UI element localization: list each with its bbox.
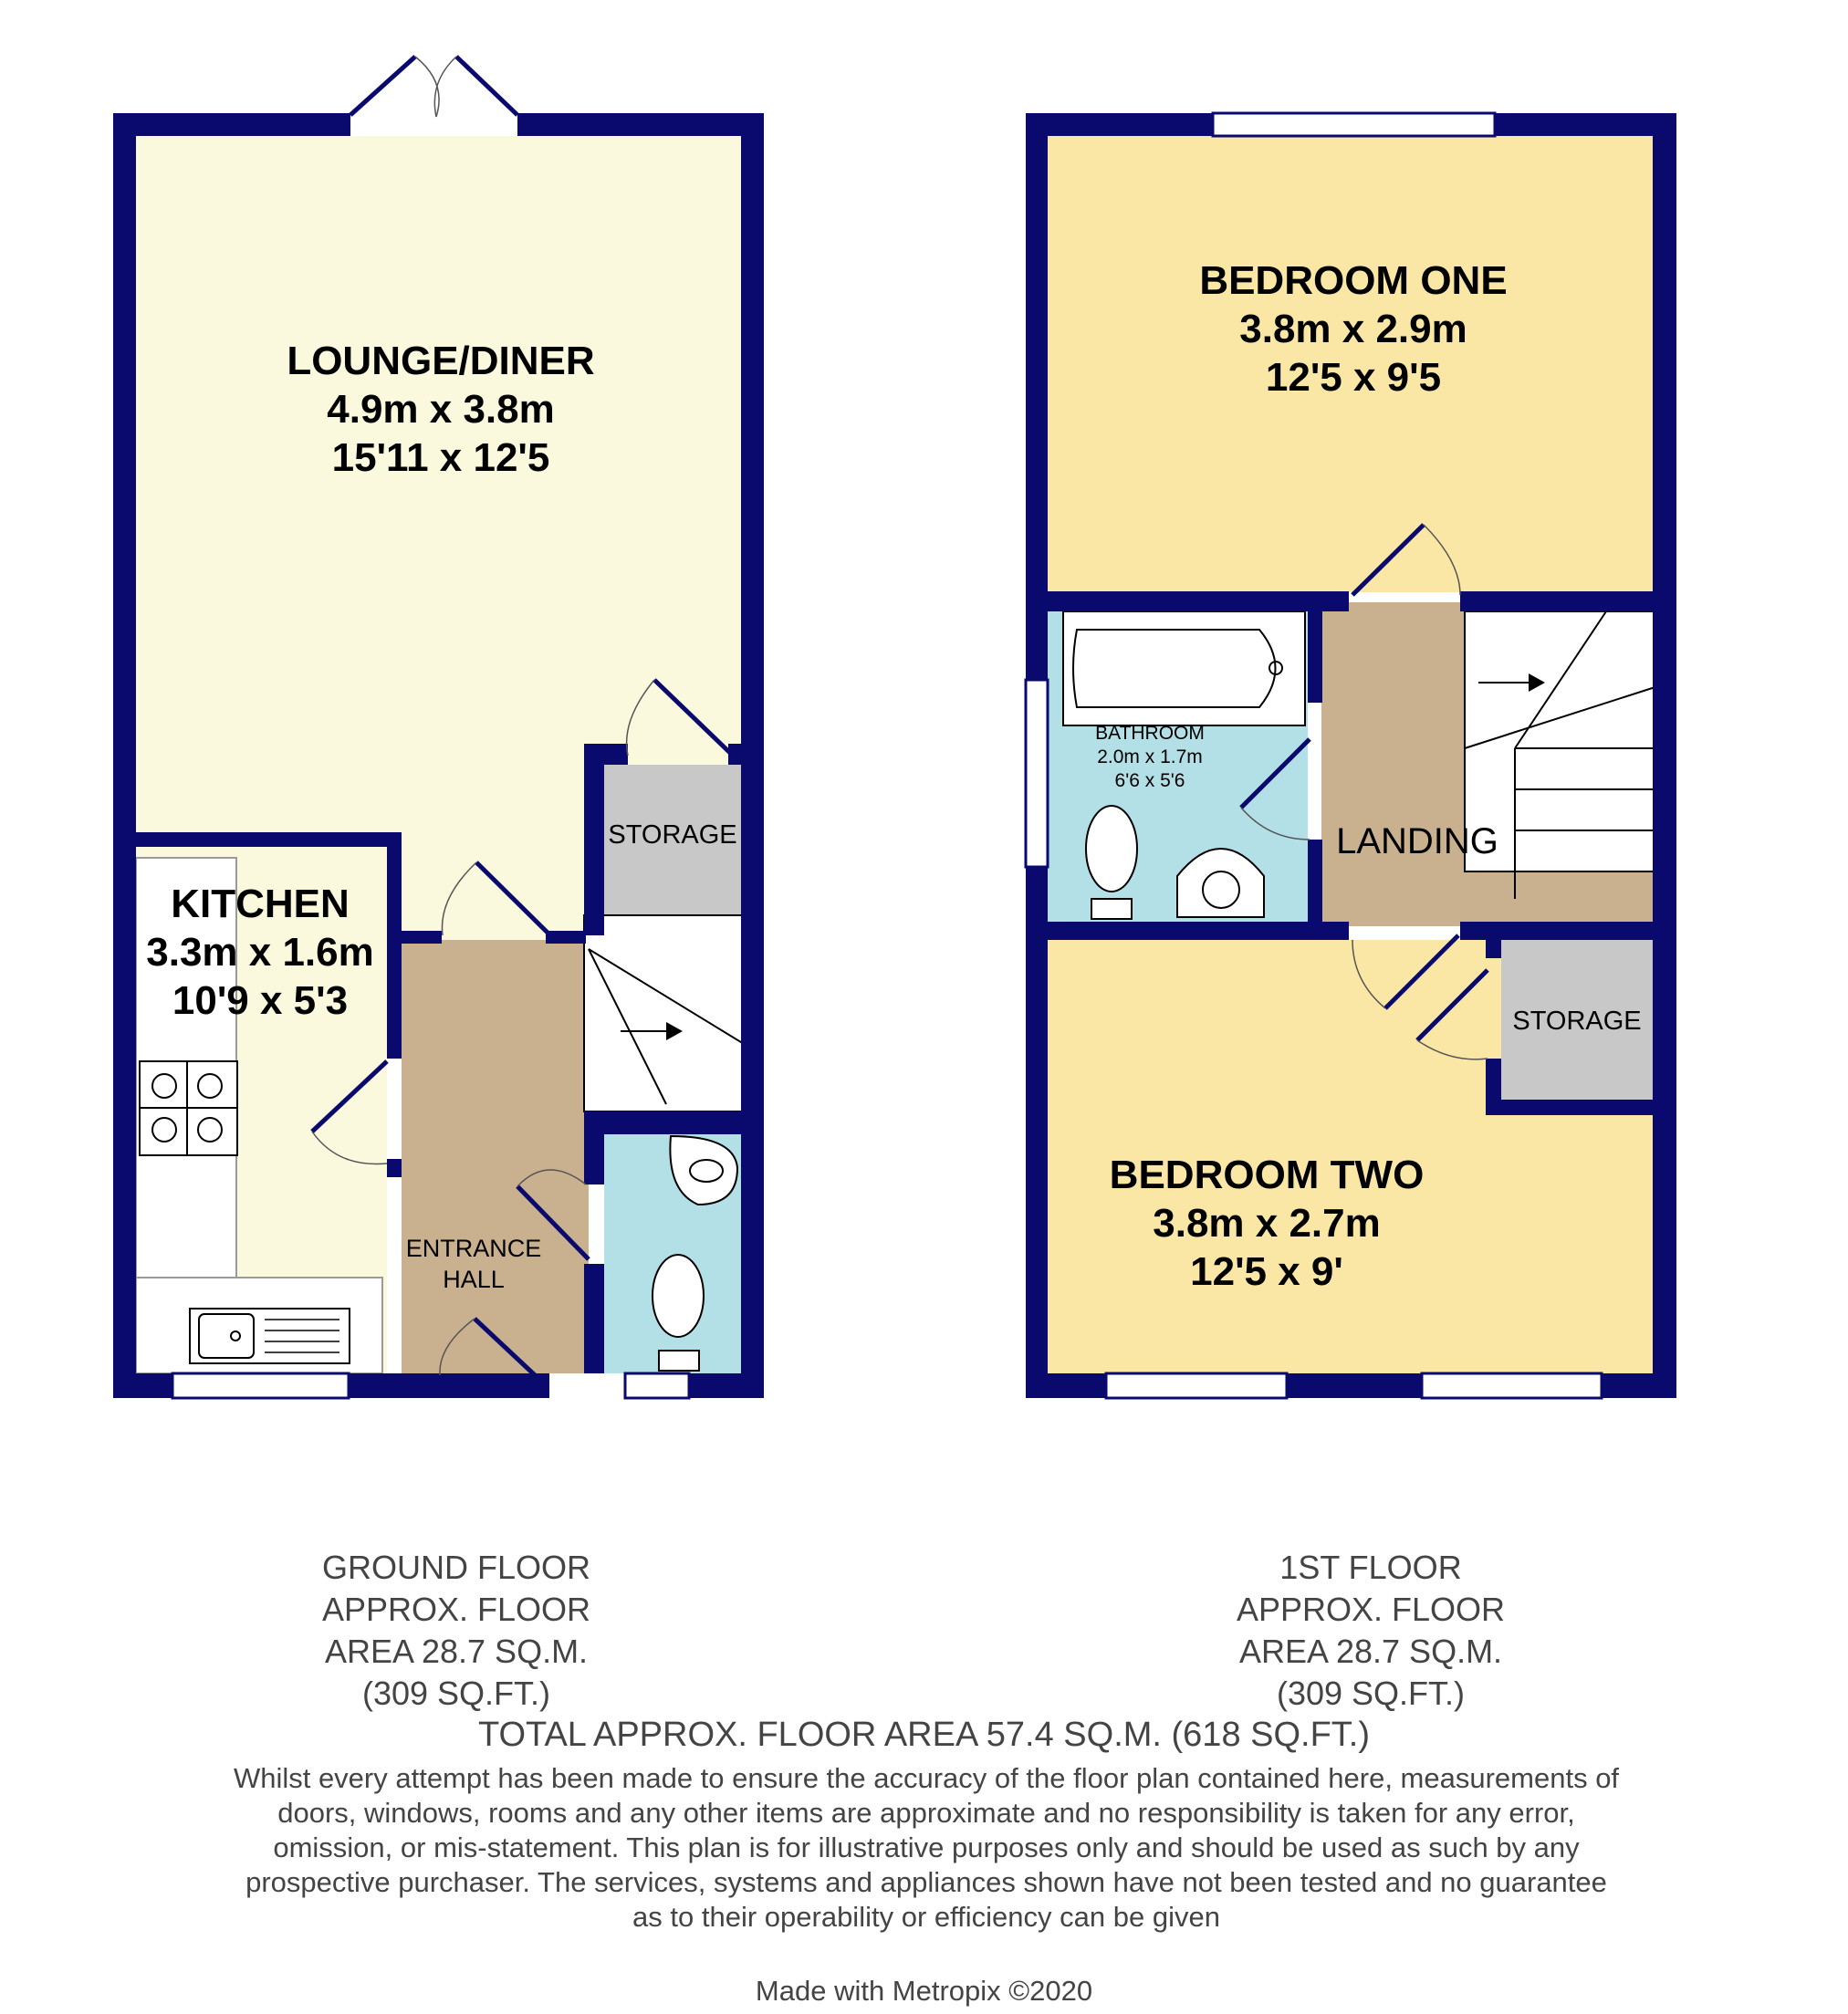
lounge-imperial: 15'11 x 12'5 (331, 435, 550, 480)
kitchen-sink-icon (190, 1309, 350, 1363)
bedroom-two-metric: 3.8m x 2.7m (1153, 1201, 1381, 1246)
window (1106, 1373, 1287, 1398)
bathroom-toilet-icon (1086, 806, 1137, 919)
window (172, 1373, 349, 1398)
ground-floor-caption-line4: (309 SQ.FT.) (361, 1675, 551, 1712)
window (1213, 113, 1495, 136)
ground-floor-caption-line1: GROUND FLOOR (321, 1549, 590, 1586)
bedroom-two-imperial: 12'5 x 9' (1190, 1249, 1343, 1294)
total-area: TOTAL APPROX. FLOOR AREA 57.4 SQ.M. (618 SQ.FT.) (477, 1716, 1371, 1754)
first-floor-caption (1133, 1547, 1608, 1715)
ground-floor-caption-line2: APPROX. FLOOR (321, 1591, 591, 1628)
bedroom-one-name: BEDROOM ONE (1199, 258, 1508, 303)
stairs-area (584, 915, 757, 1111)
ground-floor-caption (219, 1547, 694, 1715)
entrance-hall-area (402, 940, 589, 1373)
window (1422, 1373, 1602, 1398)
bathroom-metric: 2.0m x 1.7m (1097, 746, 1203, 767)
disclaimer: Whilst every attempt has been made to ensure the accuracy of the floor plan contained here, measurements of doors, windows, rooms and any other items are approximate and no responsibility is taken for any error, omission, or mis-statement. This plan is for illustrative purposes only and should be used as such by any prospective purchaser. The services, systems and appliances shown have not been tested and no guarantee as to their operability or efficiency can be given (233, 1762, 1620, 1933)
lounge-metric: 4.9m x 3.8m (327, 387, 555, 432)
first-floor-caption-line1: 1ST FLOOR (1279, 1549, 1462, 1586)
credit: Made with Metropix ©2020 (755, 1975, 1093, 2007)
kitchen-metric: 3.3m x 1.6m (146, 930, 374, 975)
first-floor-caption-line4: (309 SQ.FT.) (1276, 1675, 1466, 1712)
landing-label: LANDING (1336, 821, 1498, 861)
bedroom-two-name: BEDROOM TWO (1109, 1153, 1425, 1197)
entrance-hall-label-1: ENTRANCE (405, 1235, 542, 1262)
bath-icon (1063, 611, 1305, 725)
first-floor-caption-line2: APPROX. FLOOR (1236, 1591, 1506, 1628)
window (1026, 680, 1048, 867)
lounge-name: LOUNGE/DINER (287, 339, 595, 383)
ground-floor-plan (113, 57, 764, 1398)
ground-floor-caption-line3: AREA 28.7 SQ.M. (324, 1633, 589, 1670)
french-doors (350, 57, 517, 117)
bedroom-one-imperial: 12'5 x 9'5 (1265, 355, 1442, 400)
window (625, 1373, 689, 1398)
first-storage-label: STORAGE (1512, 1007, 1642, 1036)
first-floor-plan (1026, 113, 1676, 1398)
kitchen-name: KITCHEN (171, 882, 350, 926)
kitchen-imperial: 10'9 x 5'3 (172, 978, 349, 1023)
bathroom-name: BATHROOM (1095, 723, 1205, 744)
wc-toilet-icon (653, 1255, 704, 1371)
storage-label: STORAGE (608, 820, 737, 850)
entrance-hall-label-2: HALL (443, 1266, 505, 1293)
bathroom-imperial: 6'6 x 5'6 (1114, 770, 1185, 791)
lounge-diner-area (136, 136, 741, 839)
bedroom-one-metric: 3.8m x 2.9m (1239, 307, 1467, 351)
hob-icon (140, 1061, 237, 1155)
first-floor-caption-line3: AREA 28.7 SQ.M. (1238, 1633, 1503, 1670)
